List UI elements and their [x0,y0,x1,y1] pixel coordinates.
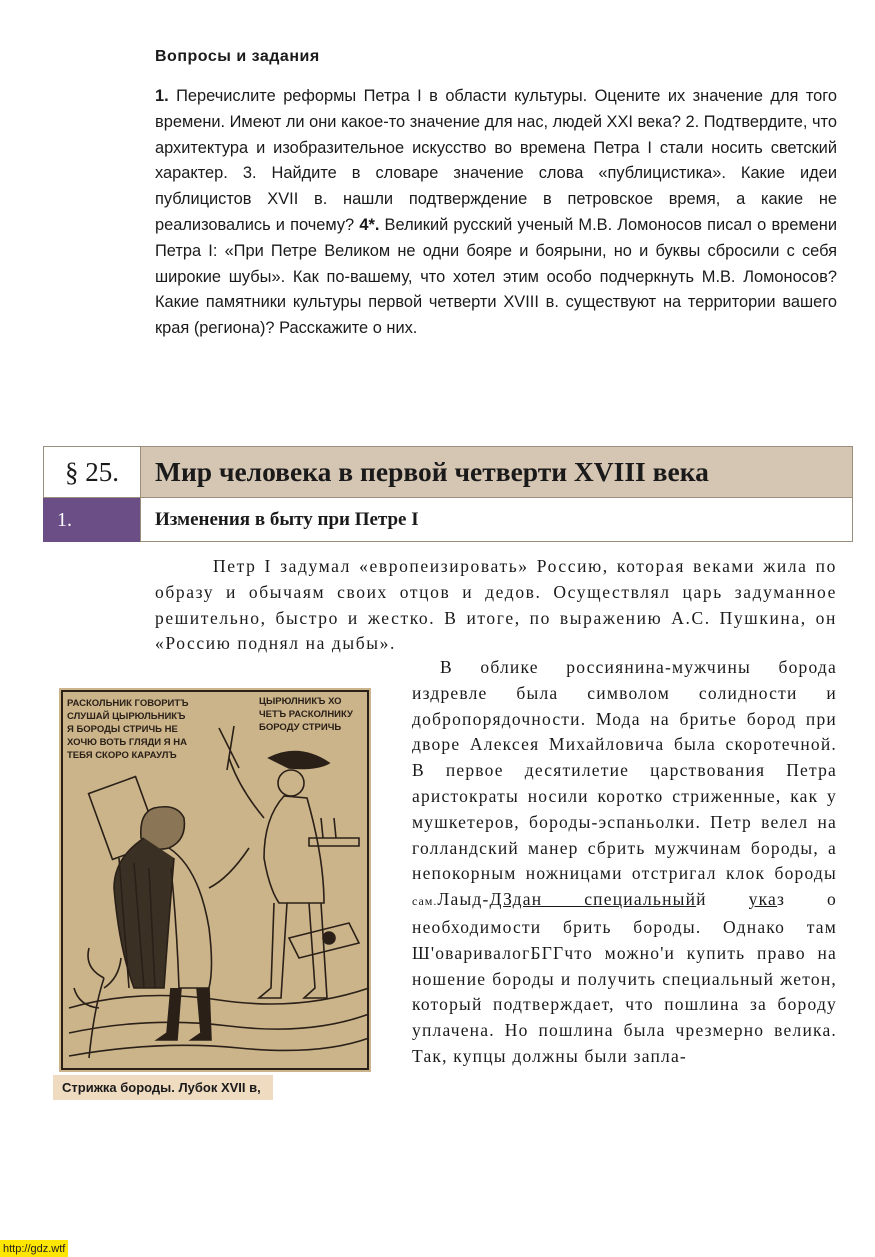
section-header [43,446,853,542]
questions-text-4: Великий русский ученый М.В. Ломоносов писал о времени Петра I: «При Петре Великом не одни бояре и боярыни, но и буквы сбросили с себя широкие шубы». Как по-вашему, что хотел этим особо подчеркнуть М.В. Ломоносов? Какие памятники культуры первой четверти XVIII в. существуют на территории вашего края (региона)? Расскажите о них. [155,215,837,338]
section-number: § 25. [43,446,140,498]
inscription-left-line: Я БОРОДЫ СТРИЧЬ НЕ [67,724,178,735]
beard-text-underlined-2: ука [748,889,778,910]
figure-caption: Стрижка бороды. Лубок XVII в, [53,1075,273,1100]
inscription-left-line: ХОЧЮ ВОТЬ ГЛЯДИ Я НА [67,737,187,748]
section-title: Мир человека в первой четверти XVIII века [140,446,853,498]
inscription-right-line: БОРОДУ СТРИЧЬ [259,722,342,733]
questions-heading: Вопросы и задания [155,48,320,65]
inscription-right-line: ЧЕТЪ РАСКОЛНИКУ [259,709,353,720]
inscription-right-line: ЦЫРЮЛНИКЪ ХО [259,696,342,707]
beard-text-small: сам. [412,894,438,909]
beard-text-underlined: Здан специальный [503,889,697,910]
question-number-1: 1. [155,87,169,105]
inscription-left-line: ТЕБЯ СКОРО КАРАУЛЪ [67,750,177,761]
inscription-left-line: СЛУШАЙ ЦЫРЮЛЬНИКЪ [67,711,186,722]
questions-text-1-3: Перечислите реформы Петра I в области культуры. Оцените их значение для того времени. Имеют ли они какое-то значение для нас, людей XXI века? 2. Подтвердите, что архитектура и изобразительное искусство во времена Петра I стали носить светский характер. 3. Найдите в словаре значение слова «публицистика». Какие идеи публицистов XVII в. нашли подтверждение в петровское время, а какие не реализовались и почему? [155,87,837,234]
beard-text-b: Лаыд-Д [437,889,504,910]
lubok-illustration [59,688,371,1072]
beard-text-a: В облике россиянина-мужчины борода издревле была символом солидности и добропорядочности. Мода на бритье бород при дворе Алексея Михайловича была скоротечной. В первое десятилетие царствования Петра аристократы носили коротко стриженные, как у мушкетеров, бороды-эспаньолки. Петр велел на голландский манер сбрить мужчинам бороды, а непокорным ножницами отстригал клок бороды [412,657,837,884]
beard-text-d: з о необходимости брить бороды. Однако там Ш'оваривалогБГГчто можно'и купить право на ношение бороды и получить специальный жетон, который подтверждает, что пошлина за бороду уплачена. Но пошлина была чрезмерно велика. Так, купцы должны были запла- [412,889,838,1066]
inscription-left-line: РАСКОЛЬНИК ГОВОРИТЪ [67,698,189,709]
question-number-4: 4*. [359,215,380,234]
subsection-number: 1. [43,498,140,542]
intro-paragraph: Петр I задумал «европеизировать» Россию, которая веками жила по образу и обычаям своих отцов и дедов. Осуществлял царь задуманное решительно, быстро и жестко. В итоге, по выражению А.С. Пушкина, он «Россию поднял на дыбы». [155,556,837,654]
questions-body [155,84,837,342]
watermark-link[interactable]: http://gdz.wtf [0,1240,68,1257]
beard-text-c: й [696,889,749,910]
subsection-title: Изменения в быту при Петре I [140,498,853,542]
beard-paragraph [412,655,837,1070]
